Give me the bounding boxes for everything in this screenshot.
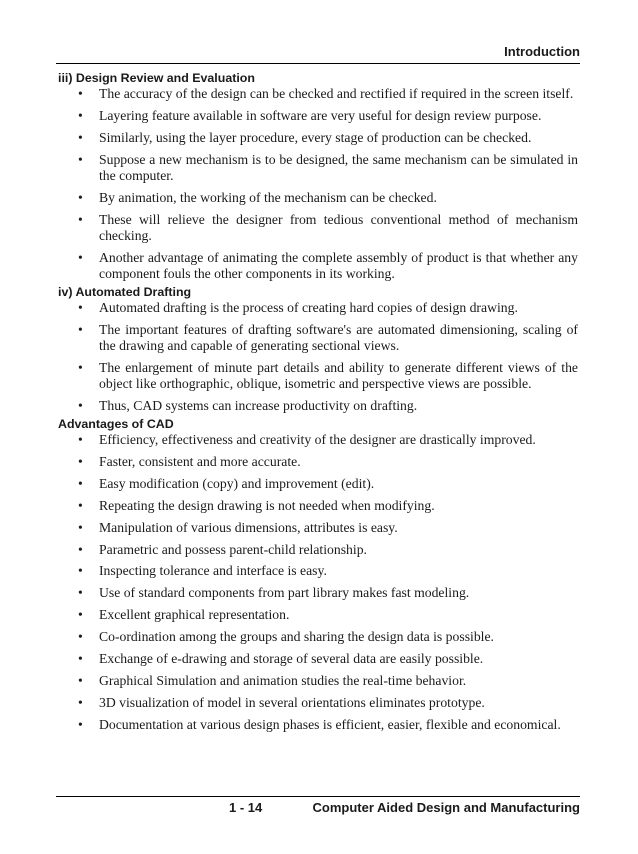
list-item-text: Automated drafting is the process of creating hard copies of design drawing. (99, 300, 518, 316)
list-item (58, 250, 578, 283)
bullet-icon: • (78, 497, 83, 513)
bullet-icon: • (78, 672, 83, 688)
list-item-text: Layering feature available in software are very useful for design review purpose. (99, 107, 542, 123)
list-item (58, 717, 578, 733)
list-item-text: Excellent graphical representation. (99, 607, 290, 623)
bullet-icon: • (78, 398, 83, 414)
list-item (58, 152, 578, 185)
page-footer (56, 800, 580, 816)
list-item (58, 432, 578, 448)
bullet-icon: • (78, 716, 83, 732)
list-item (58, 476, 578, 492)
list-item-text: Faster, consistent and more accurate. (99, 453, 301, 469)
list-item (58, 300, 578, 316)
list-item-text: Easy modification (copy) and improvement (edit). (99, 475, 375, 491)
bullet-list (58, 86, 578, 283)
list-item-text: Parametric and possess parent-child relationship. (99, 541, 367, 557)
page-body (58, 70, 578, 734)
bullet-icon: • (78, 189, 83, 205)
list-item (58, 695, 578, 711)
list-item (58, 651, 578, 667)
list-item-text: The important features of drafting software's are automated dimensioning, scaling of the drawing and capable of generating sectional views. (99, 321, 578, 354)
list-item (58, 212, 578, 245)
list-item-text: Graphical Simulation and animation studies the real-time behavior. (99, 672, 467, 688)
bullet-icon: • (78, 541, 83, 557)
list-item-text: By animation, the working of the mechanism can be checked. (99, 189, 437, 205)
bullet-icon: • (78, 129, 83, 145)
list-item-text: Co-ordination among the groups and sharing the design data is possible. (99, 629, 494, 645)
list-item-text: The accuracy of the design can be checked and rectified if required in the screen itself. (99, 86, 574, 101)
section-heading: iv) Automated Drafting (58, 285, 192, 300)
bullet-icon: • (78, 300, 83, 316)
bullet-icon: • (78, 211, 83, 227)
bullet-icon: • (78, 432, 83, 448)
list-item (58, 607, 578, 623)
bullet-icon: • (78, 86, 83, 101)
bullet-icon: • (78, 651, 83, 666)
list-item-text: Another advantage of animating the complete assembly of product is that whether any component fouls the other components in its working. (99, 249, 578, 282)
list-item (58, 108, 578, 124)
list-item-text: Inspecting tolerance and interface is easy. (99, 563, 327, 579)
list-item (58, 585, 578, 601)
list-item (58, 86, 578, 102)
bullet-icon: • (78, 629, 83, 645)
bullet-list (58, 432, 578, 733)
list-item-text: These will relieve the designer from tedious conventional method of mechanism checking. (99, 211, 578, 244)
section-heading: iii) Design Review and Evaluation (58, 71, 255, 85)
section-advantages-of-cad (58, 416, 578, 733)
list-item-text: Exchange of e-drawing and storage of several data are easily possible. (99, 651, 484, 666)
book-title: Computer Aided Design and Manufacturing (312, 800, 580, 815)
bullet-icon: • (78, 453, 83, 469)
bullet-list (58, 300, 578, 415)
bullet-icon: • (78, 519, 83, 535)
list-item-text: Manipulation of various dimensions, attributes is easy. (99, 519, 398, 535)
header-rule (56, 63, 580, 64)
list-item (58, 130, 578, 146)
list-item (58, 454, 578, 470)
list-item (58, 498, 578, 514)
section-design-review (58, 70, 578, 283)
list-item-text: Efficiency, effectiveness and creativity of the designer are drastically improved. (99, 432, 536, 448)
list-item-text: Similarly, using the layer procedure, every stage of production can be checked. (99, 129, 532, 145)
bullet-icon: • (78, 151, 83, 167)
list-item-text: Use of standard components from part library makes fast modeling. (99, 585, 470, 601)
bullet-icon: • (78, 107, 83, 123)
list-item-text: Repeating the design drawing is not needed when modifying. (99, 497, 435, 513)
list-item-text: Documentation at various design phases is efficient, easier, flexible and economical. (99, 716, 561, 732)
list-item-text: The enlargement of minute part details and ability to generate different views of the object like orthographic, oblique, isometric and perspective views are possible. (99, 360, 578, 392)
list-item (58, 520, 578, 536)
bullet-icon: • (78, 249, 83, 265)
list-item (58, 190, 578, 206)
list-item (58, 360, 578, 393)
list-item (58, 542, 578, 558)
bullet-icon: • (78, 585, 83, 601)
list-item (58, 322, 578, 355)
bullet-icon: • (78, 607, 83, 623)
running-header: Introduction (504, 44, 580, 59)
list-item (58, 673, 578, 689)
list-item (58, 563, 578, 579)
bullet-icon: • (78, 360, 83, 376)
page-number: 1 - 14 (229, 800, 263, 815)
list-item (58, 629, 578, 645)
bullet-icon: • (78, 694, 83, 710)
list-item-text: 3D visualization of model in several orientations eliminates prototype. (99, 694, 485, 710)
section-automated-drafting (58, 284, 578, 415)
bullet-icon: • (78, 321, 83, 337)
footer-rule (56, 796, 580, 797)
list-item-text: Suppose a new mechanism is to be designed, the same mechanism can be simulated in the computer. (99, 151, 578, 183)
list-item (58, 398, 578, 414)
bullet-icon: • (78, 475, 83, 491)
list-item-text: Thus, CAD systems can increase productivity on drafting. (99, 398, 418, 414)
bullet-icon: • (78, 563, 83, 579)
section-heading: Advantages of CAD (58, 417, 174, 432)
